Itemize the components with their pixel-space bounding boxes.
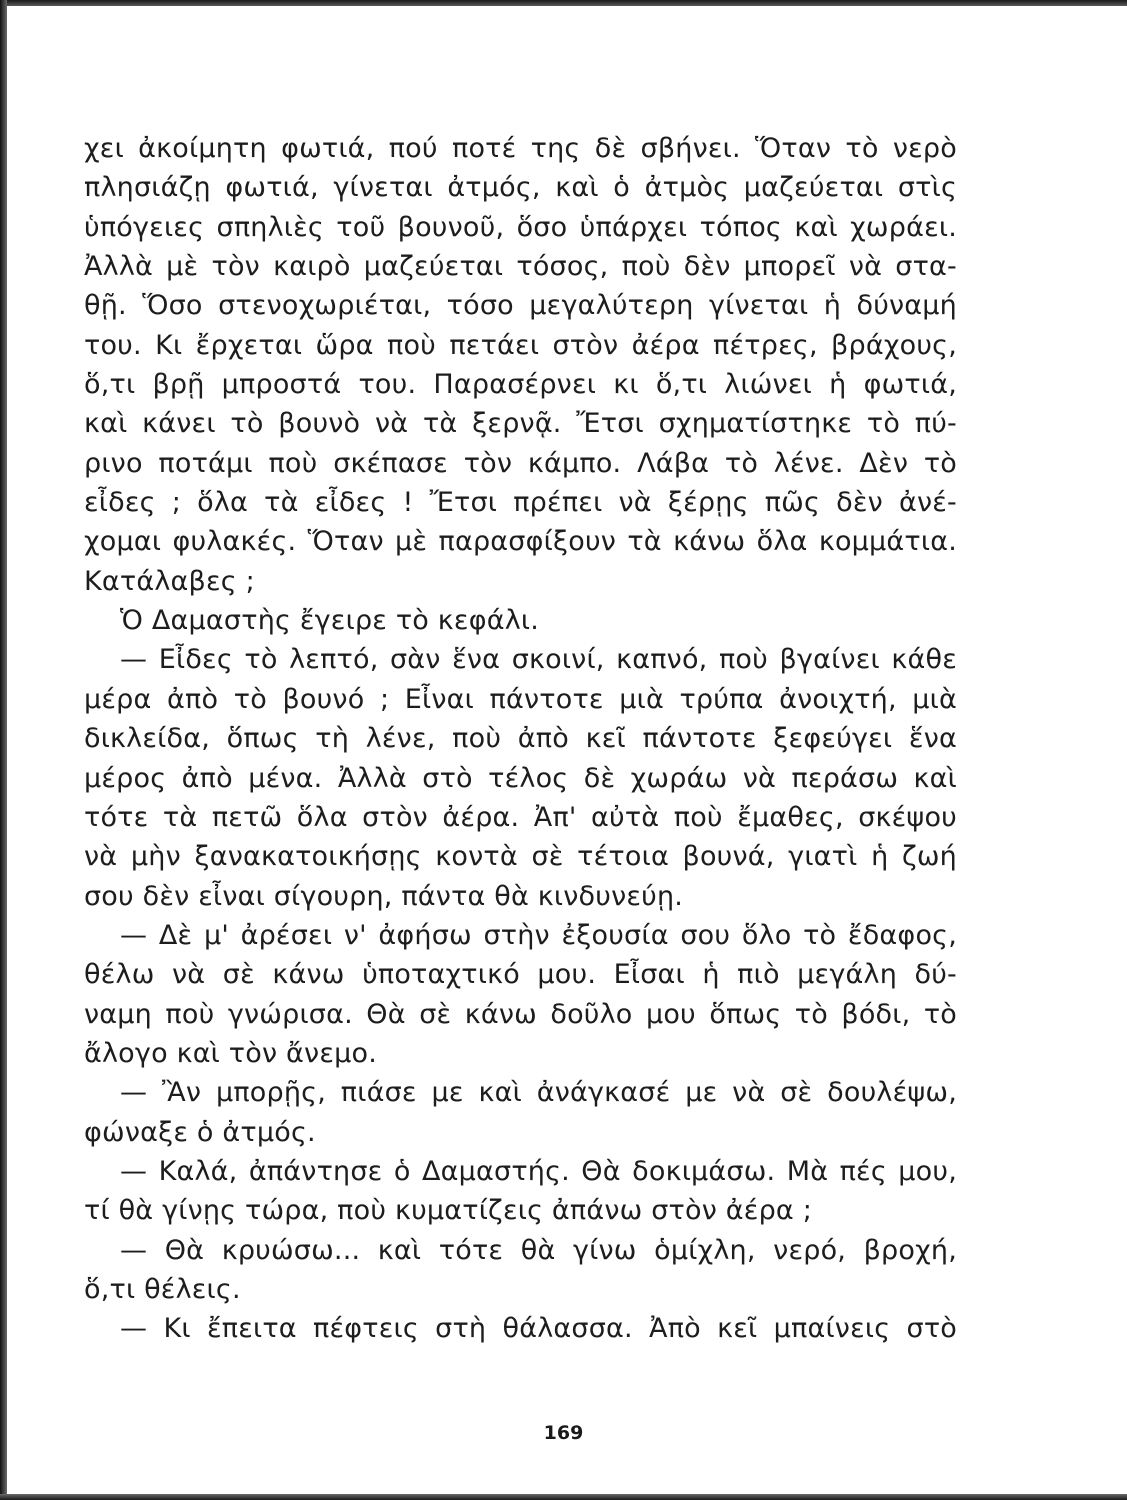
text-line-4: Ἀλλὰ μὲ τὸν καιρὸ μαζεύεται τόσος, ποὺ δὲν μπορεῖ νὰ στα- — [84, 251, 957, 283]
text-line-21: — Δὲ μ' ἀρέσει ν' ἀφήσω στὴν ἐξουσία σου ὅλο τὸ ἔδαφος, — [120, 919, 957, 951]
text-line-22: θέλω νὰ σὲ κάνω ὑποταχτικό μου. Εἶσαι ἡ πιὸ μεγάλη δύ- — [84, 959, 957, 991]
text-line-27: — Καλά, ἀπάντησε ὁ Δαμαστής. Θὰ δοκιμάσω. Μὰ πές μου, — [120, 1155, 957, 1187]
text-line-18: τότε τὰ πετῶ ὅλα στὸν ἀέρα. Ἀπ' αὐτὰ ποὺ ἔμαθες, σκέψου — [84, 801, 957, 833]
text-line-8: καὶ κάνει τὸ βουνὸ νὰ τὰ ξερνᾷ. Ἔτσι σχηματίστηκε τὸ πύ- — [84, 408, 957, 440]
page-number: 169 — [543, 1422, 584, 1444]
text-line-12: Κατάλαβες ; — [84, 565, 255, 597]
text-line-26: φώναξε ὁ ἀτμός. — [84, 1116, 316, 1148]
body-text — [84, 129, 957, 1349]
text-line-14: — Εἶδες τὸ λεπτό, σὰν ἕνα σκοινί, καπνό, ποὺ βγαίνει κάθε — [120, 644, 957, 676]
text-line-2: πλησιάζῃ φωτιά, γίνεται ἀτμός, καὶ ὁ ἀτμὸς μαζεύεται στὶς — [84, 172, 957, 204]
text-line-29: — Θὰ κρυώσω... καὶ τότε θὰ γίνω ὁμίχλη, νερό, βροχή, — [120, 1234, 957, 1266]
text-line-24: ἄλογο καὶ τὸν ἄνεμο. — [84, 1037, 377, 1069]
text-line-30: ὅ,τι θέλεις. — [84, 1273, 241, 1305]
text-line-31: — Κι ἔπειτα πέφτεις στὴ θάλασσα. Ἀπὸ κεῖ μπαίνεις στὸ — [120, 1313, 957, 1345]
text-line-7: ὅ,τι βρῇ μπροστά του. Παρασέρνει κι ὅ,τι λιώνει ἡ φωτιά, — [84, 369, 957, 401]
text-line-11: χομαι φυλακές. Ὅταν μὲ παρασφίξουν τὰ κάνω ὅλα κομμάτια. — [84, 526, 957, 558]
text-line-23: ναμη ποὺ γνώρισα. Θὰ σὲ κάνω δοῦλο μου ὅπως τὸ βόδι, τὸ — [84, 998, 957, 1030]
text-line-15: μέρα ἀπὸ τὸ βουνό ; Εἶναι πάντοτε μιὰ τρύπα ἀνοιχτή, μιὰ — [84, 683, 957, 715]
text-line-13: Ὁ Δαμαστὴς ἔγειρε τὸ κεφάλι. — [120, 605, 540, 637]
text-line-28: τί θὰ γίνῃς τώρα, ποὺ κυματίζεις ἀπάνω στὸν ἀέρα ; — [84, 1195, 812, 1227]
text-line-10: εἶδες ; ὅλα τὰ εἶδες ! Ἔτσι πρέπει νὰ ξέρῃς πῶς δὲν ἀνέ- — [84, 487, 957, 519]
text-line-17: μέρος ἀπὸ μένα. Ἀλλὰ στὸ τέλος δὲ χωράω νὰ περάσω καὶ — [84, 762, 957, 794]
text-line-9: ρινο ποτάμι ποὺ σκέπασε τὸν κάμπο. Λάβα τὸ λένε. Δὲν τὸ — [84, 447, 957, 479]
text-line-19: νὰ μὴν ξανακατοικήσῃς κοντὰ σὲ τέτοια βουνά, γιατὶ ἡ ζωή — [84, 841, 957, 873]
text-line-1: χει ἀκοίμητη φωτιά, πού ποτέ της δὲ σβήνει. Ὅταν τὸ νερὸ — [84, 133, 957, 164]
text-line-3: ὑπόγειες σπηλιὲς τοῦ βουνοῦ, ὅσο ὑπάρχει τόπος καὶ χωράει. — [84, 211, 957, 243]
text-line-5: θῇ. Ὅσο στενοχωριέται, τόσο μεγαλύτερη γίνεται ἡ δύναμή — [84, 290, 957, 322]
text-line-20: σου δὲν εἶναι σίγουρη, πάντα θὰ κινδυνεύῃ. — [84, 880, 684, 912]
text-line-16: δικλείδα, ὅπως τὴ λένε, ποὺ ἀπὸ κεῖ πάντοτε ξεφεύγει ἕνα — [84, 723, 957, 755]
text-line-6: του. Κι ἔρχεται ὥρα ποὺ πετάει στὸν ἀέρα πέτρες, βράχους, — [84, 329, 957, 361]
text-line-25: — Ἂν μπορῇς, πιάσε με καὶ ἀνάγκασέ με νὰ σὲ δουλέψω, — [120, 1077, 957, 1109]
